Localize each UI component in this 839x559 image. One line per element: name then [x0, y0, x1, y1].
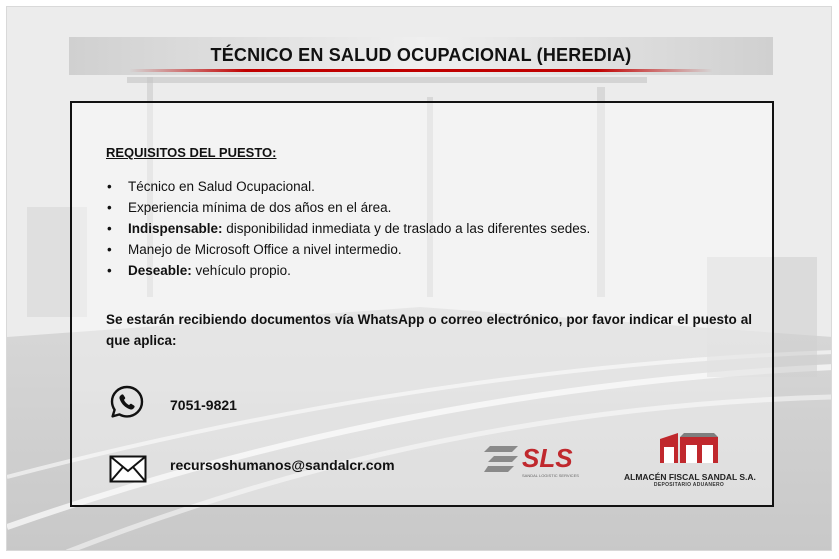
sls-logo	[484, 438, 584, 482]
sls-logo-text: SLS	[522, 443, 573, 473]
warehouse-icon	[656, 431, 722, 465]
sandal-company-name: ALMACÉN FISCAL SANDAL S.A.	[624, 472, 756, 482]
requirement-item: • Indispensable: disponibilidad inmediata y de traslado a las diferentes sedes.	[106, 218, 590, 239]
envelope-icon	[109, 455, 147, 483]
content-card	[70, 101, 774, 507]
requirement-item: • Experiencia mínima de dos años en el área.	[106, 197, 590, 218]
application-notice: Se estarán recibiendo documentos vía WhatsApp o correo electrónico, por favor indicar el puesto al que aplica:	[106, 312, 752, 348]
flyer-frame	[6, 6, 832, 551]
requirements-list	[106, 176, 590, 281]
title-banner	[69, 37, 773, 75]
requirement-item: • Deseable: vehículo propio.	[106, 260, 590, 281]
sls-tagline: SANDAL LOGISTIC SERVICES	[522, 473, 579, 478]
whatsapp-icon	[109, 384, 145, 420]
requirement-item: • Técnico en Salud Ocupacional.	[106, 176, 590, 197]
requirements-heading: REQUISITOS DEL PUESTO:	[106, 145, 277, 160]
email-address[interactable]: recursoshumanos@sandalcr.com	[170, 457, 395, 473]
phone-number[interactable]: 7051-9821	[170, 397, 237, 413]
requirement-item: • Manejo de Microsoft Office a nivel intermedio.	[106, 239, 590, 260]
title-red-underline	[129, 69, 713, 72]
sandal-subtitle: DEPOSITARIO ADUANERO	[653, 482, 725, 488]
sandal-logo	[624, 431, 754, 488]
job-title: TÉCNICO EN SALUD OCUPACIONAL (HEREDIA)	[210, 44, 632, 65]
